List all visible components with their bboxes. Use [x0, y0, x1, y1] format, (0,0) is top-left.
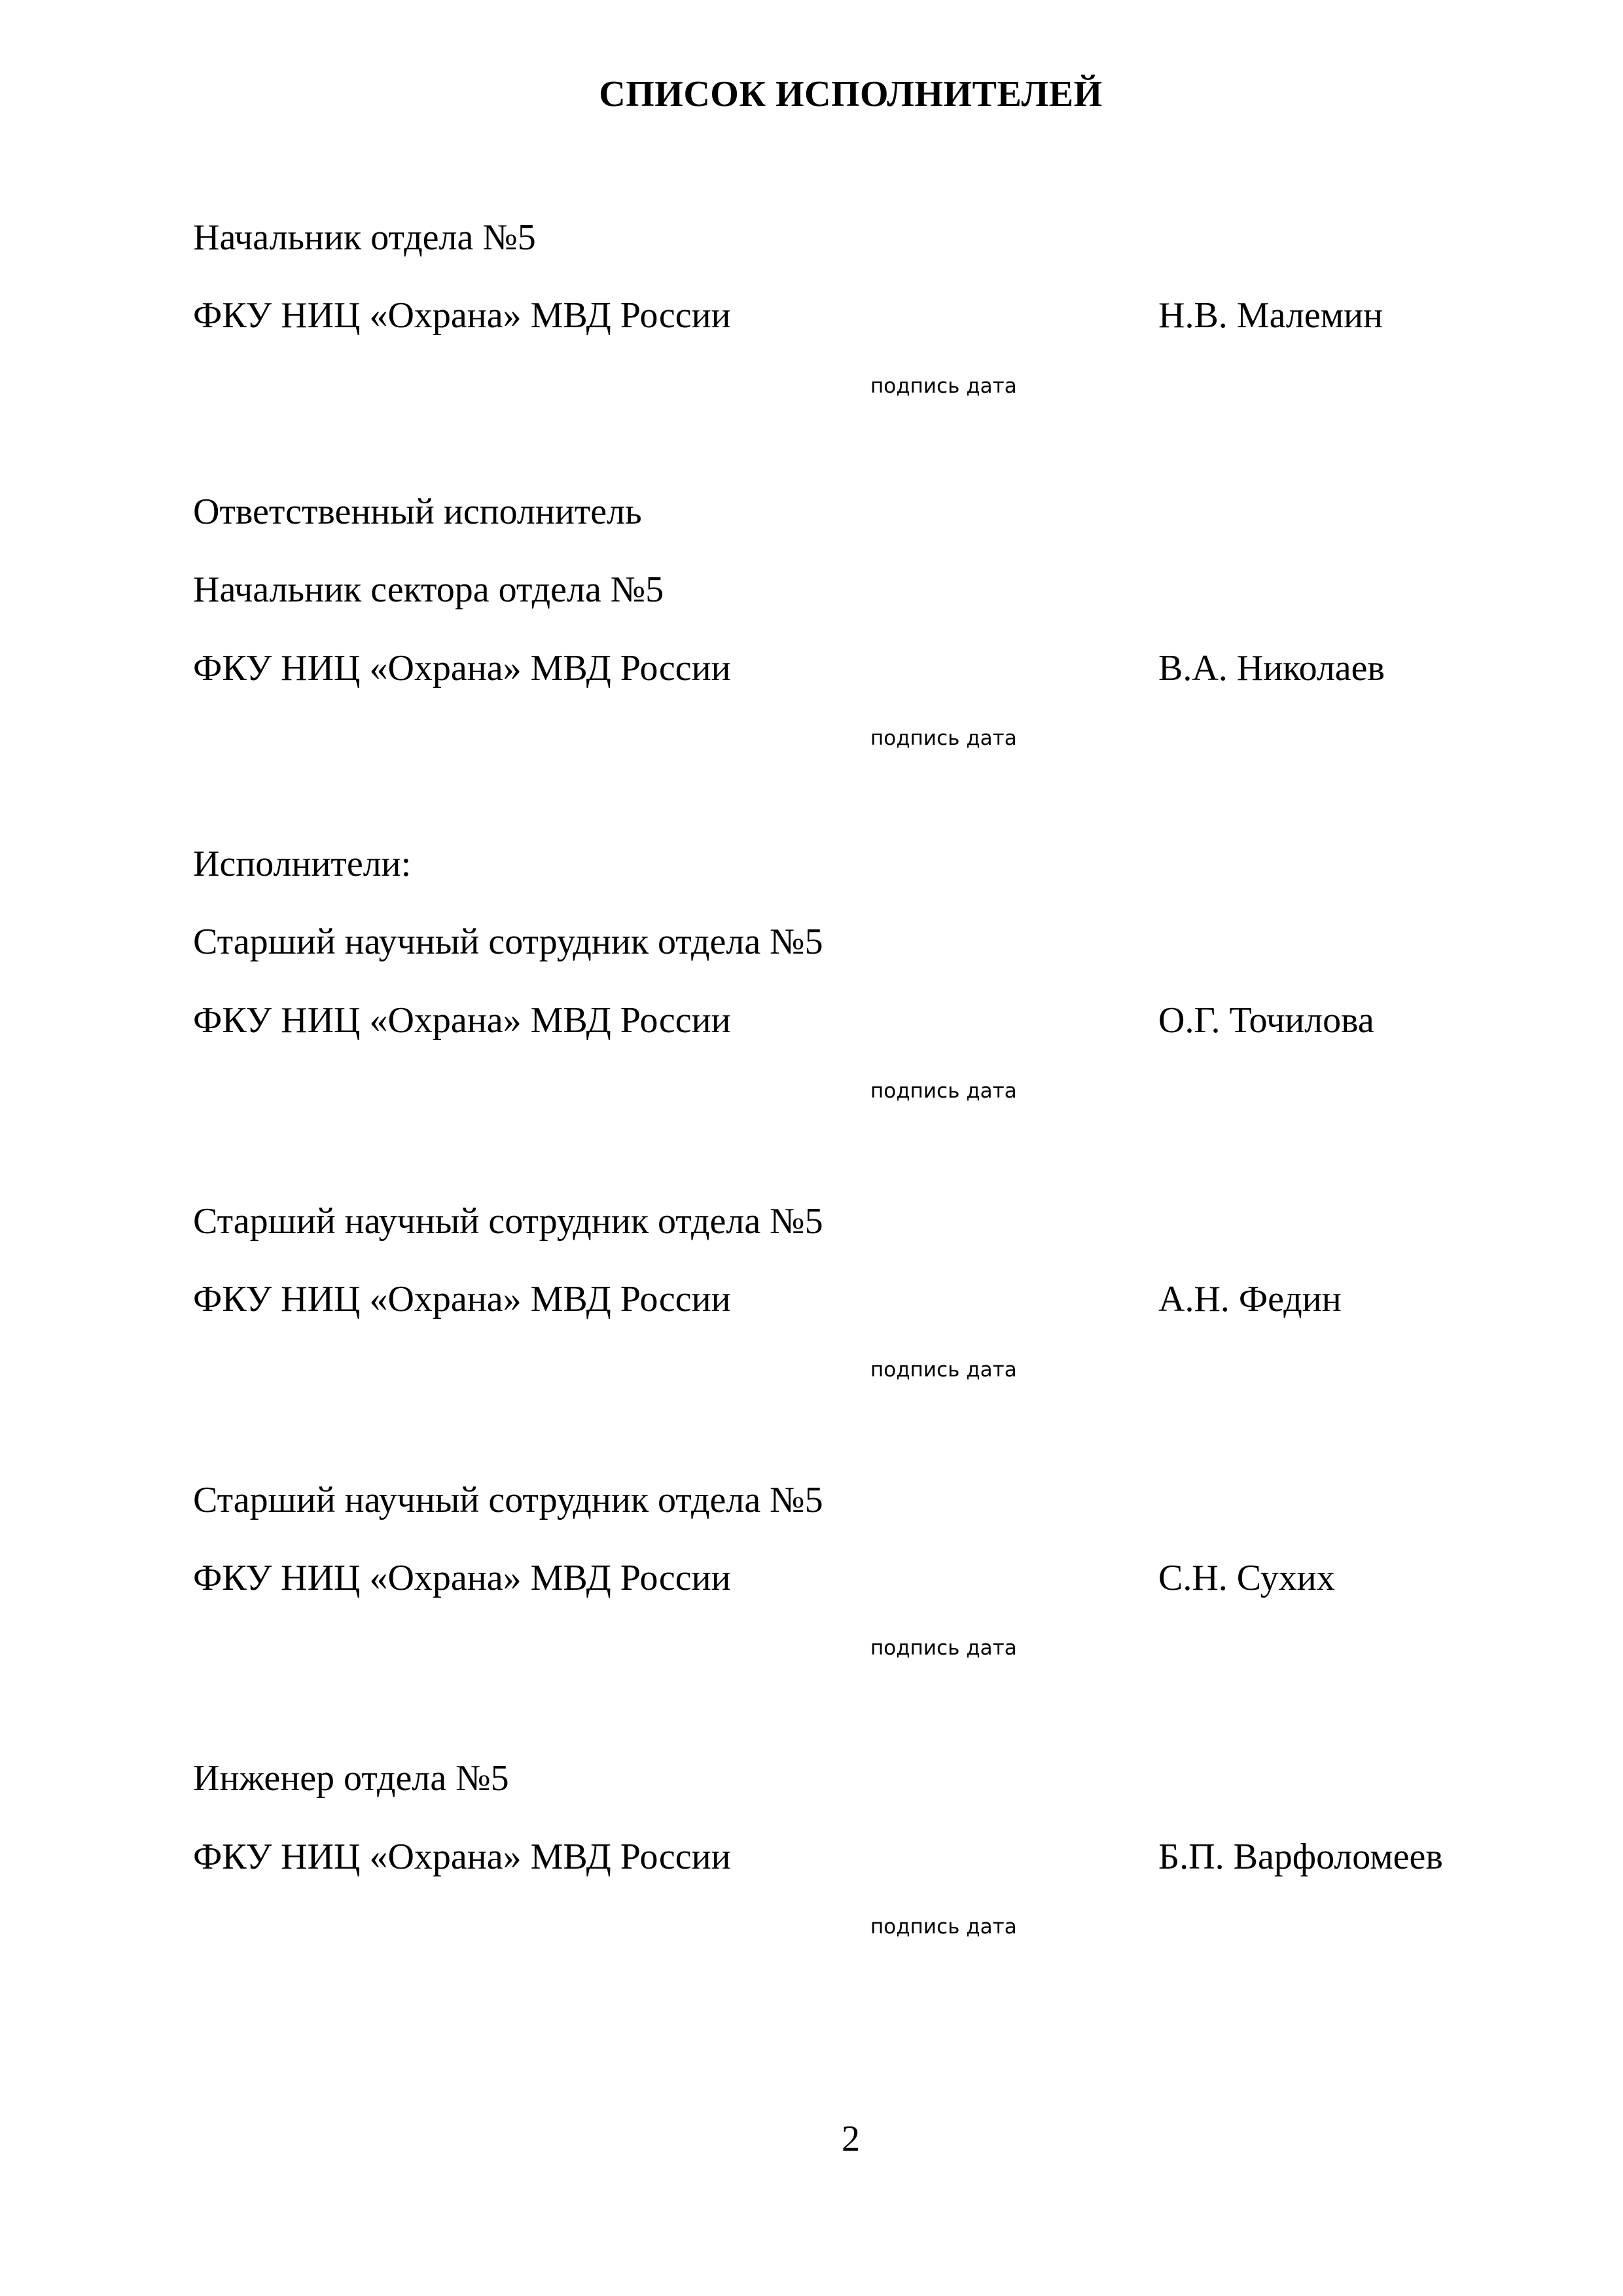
block-2-position: Начальник сектора отдела №5 — [193, 569, 664, 610]
block-1-signature-label: подпись дата — [870, 374, 1017, 398]
block-4-signature-label: подпись дата — [870, 1358, 1017, 1382]
block-2-role: Ответственный исполнитель — [193, 492, 642, 532]
block-2-organization: ФКУ НИЦ «Охрана» МВД России — [193, 648, 731, 689]
block-6-organization: ФКУ НИЦ «Охрана» МВД России — [193, 1837, 731, 1877]
block-3-heading: Исполнители: — [193, 844, 412, 884]
block-5-signature-label: подпись дата — [870, 1636, 1017, 1660]
block-4-name: А.Н. Федин — [1158, 1279, 1342, 1319]
block-6-name: Б.П. Варфоломеев — [1158, 1837, 1443, 1877]
block-3-organization: ФКУ НИЦ «Охрана» МВД России — [193, 1000, 731, 1041]
block-5-position: Старший научный сотрудник отдела №5 — [193, 1480, 823, 1520]
page-number: 2 — [842, 2119, 860, 2159]
block-3-signature-label: подпись дата — [870, 1079, 1017, 1103]
block-2-name: В.А. Николаев — [1158, 648, 1385, 689]
block-6-position: Инженер отдела №5 — [193, 1758, 509, 1799]
block-5-organization: ФКУ НИЦ «Охрана» МВД России — [193, 1558, 731, 1598]
block-1-name: Н.В. Малемин — [1158, 295, 1383, 336]
block-5-name: С.Н. Сухих — [1158, 1558, 1335, 1598]
block-3-name: О.Г. Точилова — [1158, 1000, 1374, 1041]
block-2-signature-label: подпись дата — [870, 726, 1017, 750]
block-1-position: Начальник отдела №5 — [193, 217, 536, 258]
page-title: СПИСОК ИСПОЛНИТЕЛЕЙ — [599, 74, 1103, 115]
block-1-organization: ФКУ НИЦ «Охрана» МВД России — [193, 295, 731, 336]
block-3-position: Старший научный сотрудник отдела №5 — [193, 922, 823, 962]
block-4-organization: ФКУ НИЦ «Охрана» МВД России — [193, 1279, 731, 1319]
block-6-signature-label: подпись дата — [870, 1915, 1017, 1939]
block-4-position: Старший научный сотрудник отдела №5 — [193, 1201, 823, 1242]
